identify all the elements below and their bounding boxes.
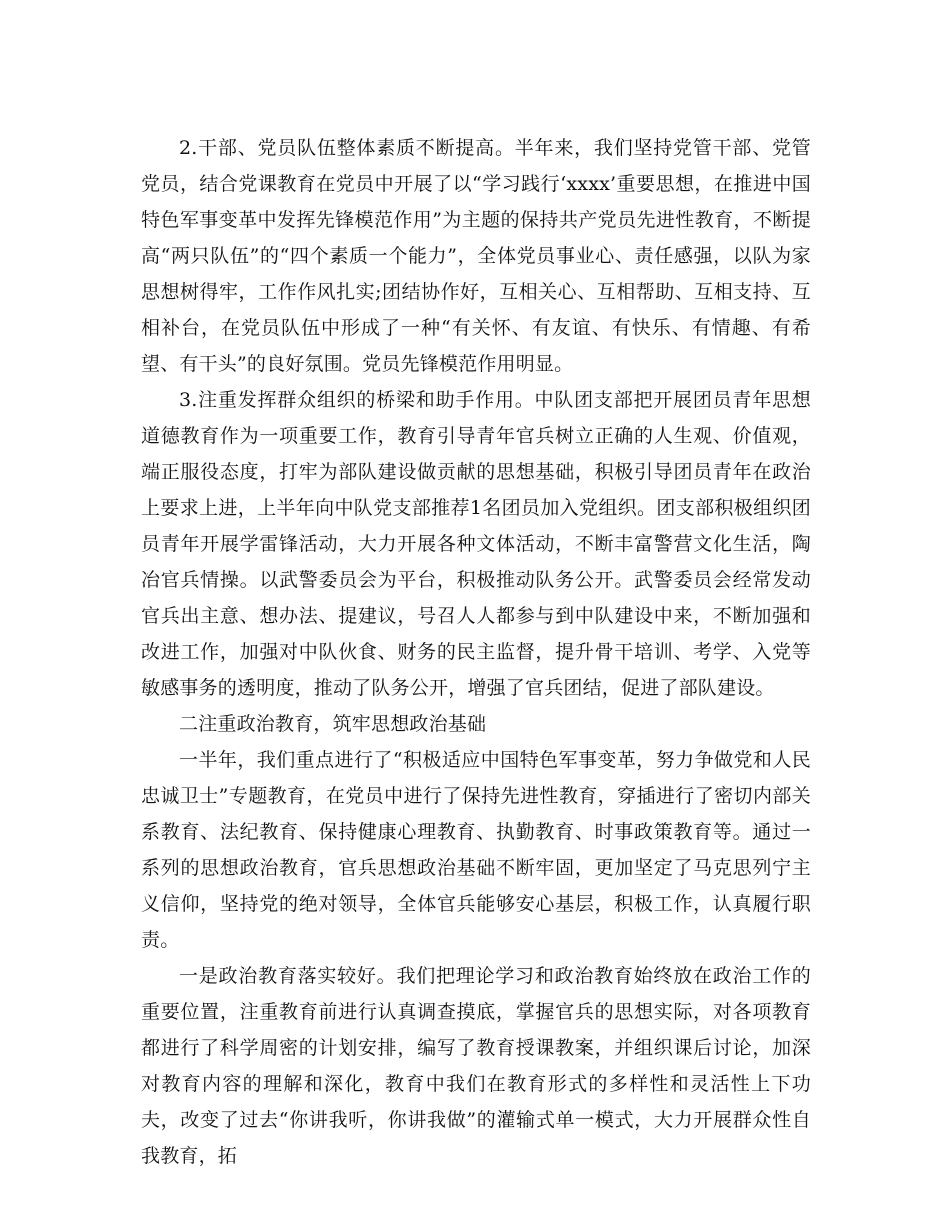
section-heading-political-education: 二注重政治教育，筑牢思想政治基础 [179, 713, 487, 735]
paragraph-mass-organization: 3.注重发挥群众组织的桥梁和助手作用。中队团支部把开展团员青年思想道德教育作为一项重要工作，教育引导青年官兵树立正确的人生观、价值观，端正服役态度，打牢为部队建设做贡献的思想基础，积极引导团员青年在政治上要求上进，上半年向中队党支部推荐1名团员加入党组织。团支部积极组织团员青年开展学雷锋活动，大力开展各种文体活动，不断丰富警营文化生活，陶冶官兵情操。以武警委员会为平台，积极推动队务公开。武警委员会经常发动官兵出主意、想办法、提建议，号召人人都参与到中队建设中来，不断加强和改进工作，加强对中队伙食、财务的民主监督，提升骨干培训、考学、入党等敏感事务的透明度，推动了队务公开，增强了官兵团结，促进了部队建设。 [141, 389, 811, 699]
document-body [141, 130, 811, 1174]
paragraph-special-education: 一半年，我们重点进行了“积极适应中国特色军事变革，努力争做党和人民忠诚卫士”专题教育，在党员中进行了保持先进性教育，穿插进行了密切内部关系教育、法纪教育、保持健康心理教育、执勤教育、时事政策教育等。通过一系列的思想政治教育，官兵思想政治基础不断牢固，更加坚定了马克思列宁主义信仰，坚持党的绝对领导，全体官兵能够安心基层，积极工作，认真履行职责。 [141, 749, 811, 951]
paragraph-cadre-quality: 2.干部、党员队伍整体素质不断提高。半年来，我们坚持党管干部、党管党员，结合党课教育在党员中开展了以“学习践行‘xxxx’重要思想，在推进中国特色军事变革中发挥先锋模范作用”为主题的保持共产党员先进性教育，不断提高“两只队伍”的“四个素质一个能力”，全体党员事业心、责任感强，以队为家思想树得牢，工作作风扎实;团结协作好，互相关心、互相帮助、互相支持、互相补台，在党员队伍中形成了一种“有关怀、有友谊、有快乐、有情趣、有希望、有干头”的良好氛围。党员先锋模范作用明显。 [141, 137, 811, 375]
paragraph-education-implementation: 一是政治教育落实较好。我们把理论学习和政治教育始终放在政治工作的重要位置，注重教育前进行认真调查摸底，掌握官兵的思想实际，对各项教育都进行了科学周密的计划安排，编写了教育授课教案，并组织课后讨论，加深对教育内容的理解和深化，教育中我们在教育形式的多样性和灵活性上下功夫，改变了过去“你讲我听，你讲我做”的灌输式单一模式，大力开展群众性自我教育，拓 [141, 965, 811, 1167]
